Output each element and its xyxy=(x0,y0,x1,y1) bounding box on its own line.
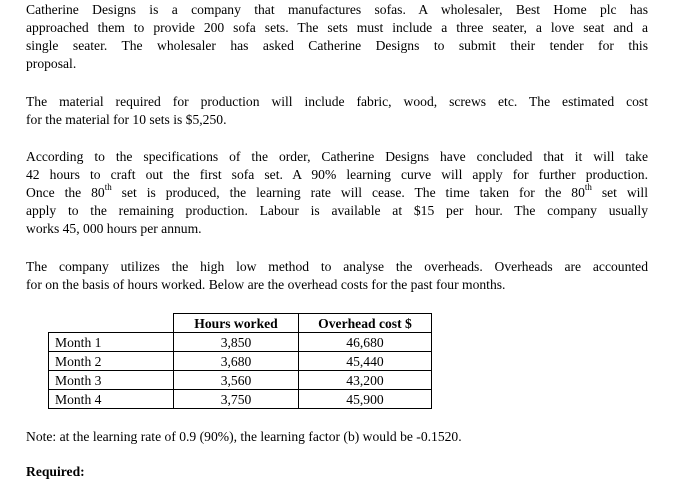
text-fragment: set will xyxy=(591,185,648,200)
text-fragment: set is produced, the learning rate will cease. The time taken for the 80 xyxy=(111,185,585,200)
table-row xyxy=(49,333,432,352)
month-cell: Month 4 xyxy=(49,390,174,409)
overheads-paragraph xyxy=(26,258,648,294)
hours-cell: 3,750 xyxy=(174,390,299,409)
hours-cell: 3,680 xyxy=(174,352,299,371)
ordinal-suffix: th xyxy=(104,182,112,193)
text-line: 42 hours to craft out the first sofa set. A 90% learning curve will apply for further production. xyxy=(26,167,648,182)
text-line: The company utilizes the high low method to analyse the overheads. Overheads are accounted xyxy=(26,259,648,274)
labour-paragraph xyxy=(26,148,648,238)
cost-cell: 45,900 xyxy=(299,390,432,409)
month-cell: Month 3 xyxy=(49,371,174,390)
table-row xyxy=(49,352,432,371)
month-cell: Month 2 xyxy=(49,352,174,371)
table-corner-cell xyxy=(49,314,174,333)
text-line: proposal. xyxy=(26,56,77,71)
text-line: According to the specifications of the order, Catherine Designs have concluded that it will take xyxy=(26,149,648,164)
text-line: works 45, 000 hours per annum. xyxy=(26,221,202,236)
text-line: single seater. The wholesaler has asked Catherine Designs to submit their tender for this xyxy=(26,38,648,53)
text-line: apply to the remaining production. Labour is available at $15 per hour. The company usually xyxy=(26,203,648,218)
month-cell: Month 1 xyxy=(49,333,174,352)
text-line: Catherine Designs is a company that manufactures sofas. A wholesaler, Best Home plc has xyxy=(26,2,648,17)
hours-cell: 3,850 xyxy=(174,333,299,352)
material-paragraph xyxy=(26,93,648,129)
overhead-table xyxy=(48,313,432,409)
text-line: approached them to provide 200 sofa sets. The sets must include a three seater, a love seat and a xyxy=(26,20,648,35)
intro-paragraph xyxy=(26,1,648,73)
learning-factor-note: Note: at the learning rate of 0.9 (90%), the learning factor (b) would be -0.1520. xyxy=(26,429,462,444)
table-header-row xyxy=(49,314,432,333)
text-line: for the material for 10 sets is $5,250. xyxy=(26,112,227,127)
cost-cell: 45,440 xyxy=(299,352,432,371)
text-line: The material required for production will include fabric, wood, screws etc. The estimated cost xyxy=(26,94,648,109)
ordinal-suffix: th xyxy=(584,182,592,193)
table-row xyxy=(49,371,432,390)
text-line xyxy=(26,184,648,202)
hours-cell: 3,560 xyxy=(174,371,299,390)
required-heading: Required: xyxy=(26,464,85,479)
hours-worked-header: Hours worked xyxy=(174,314,299,333)
text-fragment: Once the 80 xyxy=(26,185,105,200)
text-line: for on the basis of hours worked. Below are the overhead costs for the past four months. xyxy=(26,277,506,292)
cost-cell: 46,680 xyxy=(299,333,432,352)
table-row xyxy=(49,390,432,409)
cost-cell: 43,200 xyxy=(299,371,432,390)
overhead-cost-header: Overhead cost $ xyxy=(299,314,432,333)
